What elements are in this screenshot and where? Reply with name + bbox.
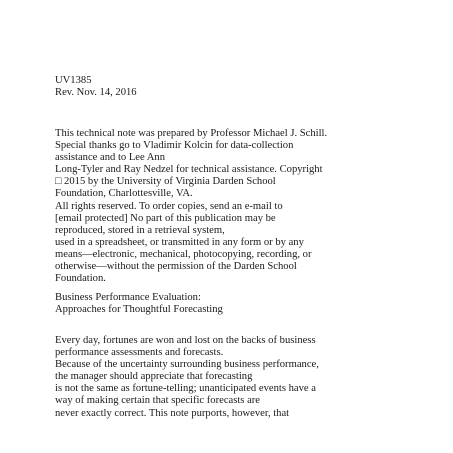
note-line: Long-Tyler and Ray Nedzel for technical assistance. Copyright	[55, 164, 323, 176]
note-line: All rights reserved. To order copies, send an e-mail to	[55, 200, 283, 212]
note-line: Foundation, Charlottesville, VA.	[55, 188, 193, 200]
body-line: never exactly correct. This note purports, however, that	[55, 407, 290, 419]
body-line: way of making certain that specific forecasts are	[55, 395, 261, 407]
body-line: is not the same as fortune-telling; unanticipated events have a	[55, 383, 316, 395]
note-line: otherwise—without the permission of the Darden School	[55, 261, 297, 273]
subtitle-line: Approaches for Thoughtful Forecasting	[55, 304, 223, 316]
technical-note-paragraph	[55, 128, 445, 285]
body-line: Because of the uncertainty surrounding business performance,	[55, 359, 319, 371]
document-code: UV1385	[55, 75, 92, 86]
note-line-text: 2015 by the University of Virginia Darden School	[61, 176, 276, 188]
document-title	[55, 292, 445, 316]
note-line	[55, 176, 445, 188]
title-line: Business Performance Evaluation:	[55, 292, 201, 303]
note-line: assistance and to Lee Ann	[55, 152, 166, 164]
note-line: [email protected] No part of this publication may be	[55, 212, 276, 224]
body-line: Every day, fortunes are won and lost on the backs of business	[55, 335, 316, 346]
note-line: This technical note was prepared by Professor Michael J. Schill.	[55, 128, 328, 139]
missing-glyph-icon: □	[55, 176, 62, 188]
note-line: means—electronic, mechanical, photocopying, recording, or	[55, 248, 312, 260]
revision-date: Rev. Nov. 14, 2016	[55, 87, 137, 99]
document-header	[55, 75, 445, 99]
note-line: reproduced, stored in a retrieval system,	[55, 224, 225, 236]
note-line: used in a spreadsheet, or transmitted in any form or by any	[55, 236, 304, 248]
body-line: the manager should appreciate that forecasting	[55, 371, 253, 383]
body-paragraph	[55, 335, 445, 420]
note-line: Foundation.	[55, 273, 106, 285]
body-line: performance assessments and forecasts.	[55, 347, 224, 359]
note-line: Special thanks go to Vladimir Kolcin for data-collection	[55, 140, 294, 152]
